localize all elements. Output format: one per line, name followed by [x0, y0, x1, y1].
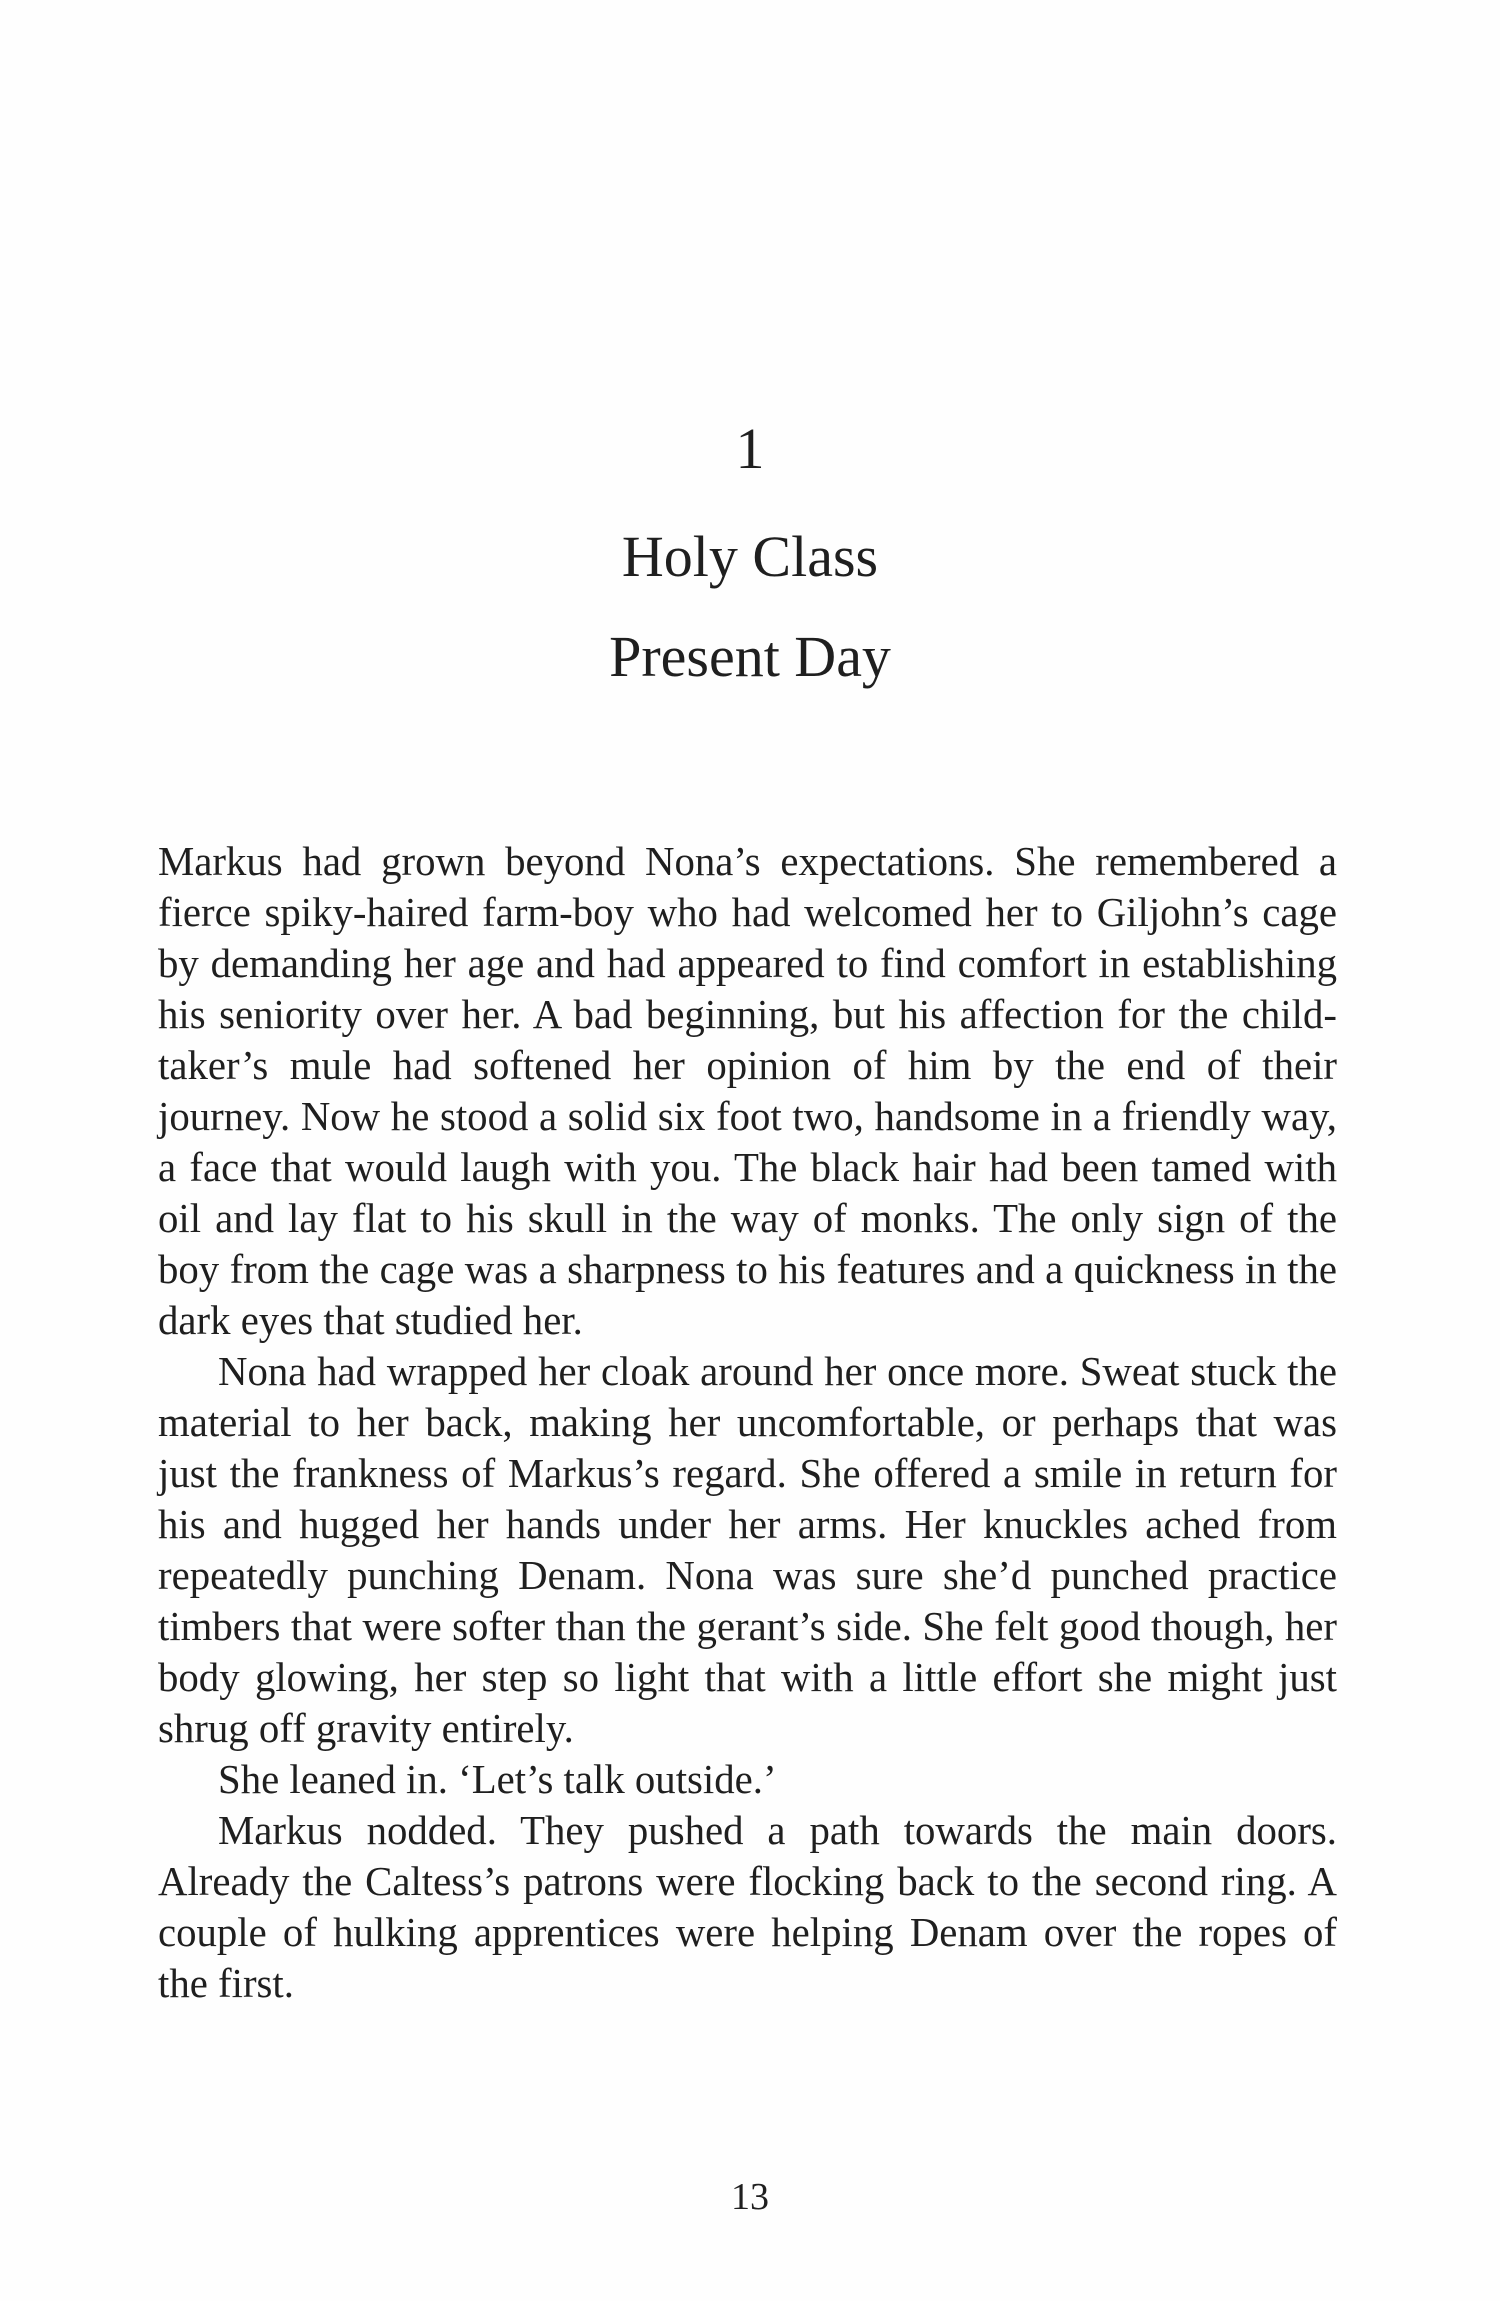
chapter-title: Holy Class — [621, 524, 879, 589]
chapter-subtitle: Present Day — [609, 624, 891, 689]
page-number: 13 — [731, 2176, 769, 2218]
paragraph: Markus nodded. They pushed a path towards the main doors. Already the Caltess’s patrons were flocking back to the second ring. A couple of hulking apprentices were helping Denam over the ropes of the first. — [158, 1808, 1337, 2006]
paragraph: Markus had grown beyond Nona’s expectations. She remembered a fierce spiky-haired farm-boy who had welcomed her to Giljohn’s cage by demanding her age and had appeared to find comfort in establishing his seniority over her. A bad beginning, but his affection for the child-taker’s mule had softened her opinion of him by the end of their journey. Now he stood a solid six foot two, handsome in a friendly way, a face that would laugh with you. The black hair had been tamed with oil and lay flat to his skull in the way of monks. The only sign of the boy from the cage was a sharpness to his features and a quickness in the dark eyes that studied her. — [158, 839, 1337, 1343]
paragraph: She leaned in. ‘Let’s talk outside.’ — [218, 1757, 777, 1802]
body-text — [158, 836, 1337, 2009]
paragraph: Nona had wrapped her cloak around her once more. Sweat stuck the material to her back, making her uncomfortable, or perhaps that was just the frankness of Markus’s regard. She offered a smile in return for his and hugged her hands under her arms. Her knuckles ached from repeatedly punching Denam. Nona was sure she’d punched practice timbers that were softer than the gerant’s side. She felt good though, her body glowing, her step so light that with a little effort she might just shrug off gravity entirely. — [158, 1349, 1337, 1751]
chapter-number: 1 — [735, 416, 765, 481]
